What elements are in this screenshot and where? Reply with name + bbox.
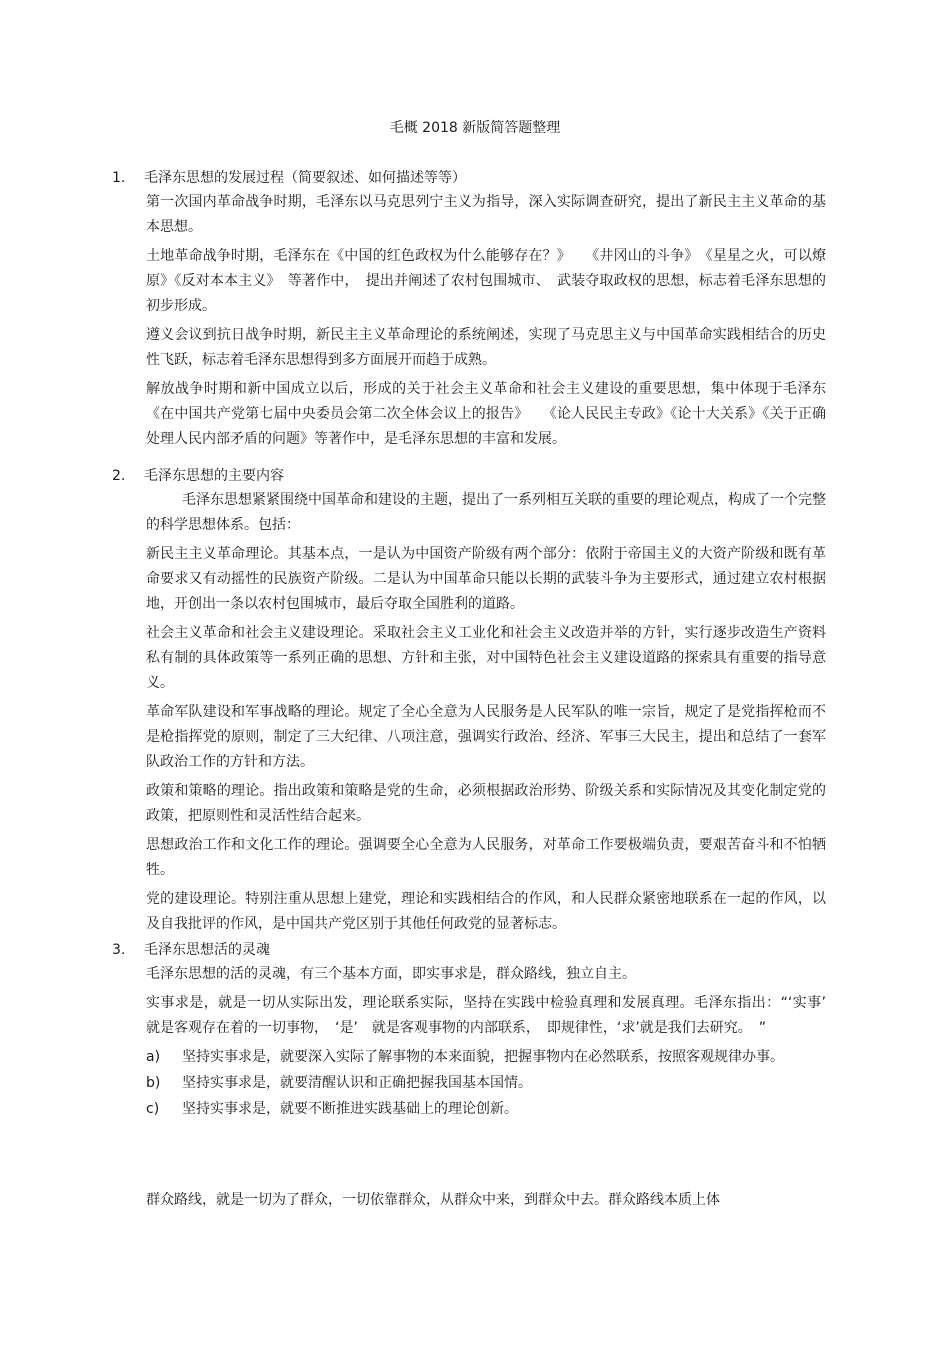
paragraph: 政策和策略的理论。指出政策和策略是党的生命，必须根据政治形势、阶级关系和实际情况及其变化制定党的政策，把原则性和灵活性结合起来。 <box>146 783 826 824</box>
section-intro: 毛泽东思想紧紧围绕中国革命和建设的主题，提出了一系列相互关联的重要的理论观点，构成了一个完整的科学思想体系。包括： <box>146 492 826 533</box>
paragraph: 第一次国内革命战争时期，毛泽东以马克思列宁主义为指导，深入实际调查研究，提出了新民主主义革命的基本思想。 <box>146 194 826 235</box>
section-title: 毛泽东思想的发展过程（简要叙述、如何描述等等） <box>144 170 466 186</box>
paragraph: 革命军队建设和军事战略的理论。规定了全心全意为人民服务是人民军队的唯一宗旨，规定了是党指挥枪而不是枪指挥党的原则，制定了三大纪律、八项注意，强调实行政治、经济、军事三大民主，提出和总结了一套军队政治工作的方针和方法。 <box>146 704 826 770</box>
paragraph: 思想政治工作和文化工作的理论。强调要全心全意为人民服务，对革命工作要极端负责，要艰苦奋斗和不怕牺牲。 <box>146 837 826 878</box>
section-intro: 毛泽东思想的活的灵魂，有三个基本方面，即实事求是，群众路线，独立自主。 <box>146 966 636 982</box>
paragraph: 实事求是，就是一切从实际出发，理论联系实际，坚持在实践中检验真理和发展真理。毛泽东指出：“‘实事’ 就是客观存在着的一切事物， ‘是’ 就是客观事物的内部联系， 即规律性，‘求’就是我们去研究。 ” <box>146 995 840 1036</box>
paragraph: 解放战争时期和新中国成立以后，形成的关于社会主义革命和社会主义建设的重要思想，集中体现于毛泽东《在中国共产党第七届中央委员会第二次全体会议上的报告》 《论人民民主专政》《论十大关系》《关于正确处理人民内部矛盾的问题》等著作中，是毛泽东思想的丰富和发展。 <box>146 381 826 447</box>
list-marker: a) <box>146 1049 161 1065</box>
list-marker: c) <box>146 1101 160 1117</box>
trailing-paragraph: 群众路线，就是一切为了群众，一切依靠群众，从群众中来，到群众中去。群众路线本质上体 <box>146 1192 720 1208</box>
section-title: 毛泽东思想活的灵魂 <box>144 942 270 958</box>
section-number: 1. <box>112 170 126 186</box>
section-3 <box>112 940 840 1123</box>
list-text: 坚持实事求是，就要不断推进实践基础上的理论创新。 <box>182 1101 518 1117</box>
list-text: 坚持实事求是，就要深入实际了解事物的本来面貌，把握事物内在必然联系，按照客观规律办事。 <box>182 1049 784 1065</box>
section-number: 3. <box>112 942 126 958</box>
paragraph: 土地革命战争时期，毛泽东在《中国的红色政权为什么能够存在？》 《井冈山的斗争》 《星星之火，可以燎原》《反对本本主义》 等著作中， 提出并阐述了农村包围城市、 武装夺取政权的思想，标志着毛泽东思想的初步形成。 <box>146 248 826 314</box>
document-title: 毛概 2018 新版简答题整理 <box>389 120 561 136</box>
section-heading <box>112 466 832 488</box>
section-title: 毛泽东思想的主要内容 <box>144 468 284 484</box>
paragraph: 遵义会议到抗日战争时期，新民主主义革命理论的系统阐述，实现了马克思主义与中国革命实践相结合的历史性飞跃，标志着毛泽东思想得到多方面展开而趋于成熟。 <box>146 327 826 368</box>
paragraph: 党的建设理论。特别注重从思想上建党，理论和实践相结合的作风，和人民群众紧密地联系在一起的作风，以及自我批评的作风，是中国共产党区别于其他任何政党的显著标志。 <box>146 891 826 932</box>
section-number: 2. <box>112 468 126 484</box>
section-heading <box>112 940 832 962</box>
section-2 <box>112 466 832 941</box>
list-text: 坚持实事求是，就要清醒认识和正确把握我国基本国情。 <box>182 1075 532 1091</box>
paragraph: 新民主主义革命理论。其基本点，一是认为中国资产阶级有两个部分：依附于帝国主义的大资产阶级和既有革命要求又有动摇性的民族资产阶级。二是认为中国革命只能以长期的武装斗争为主要形式，通过建立农村根据地，开创出一条以农村包围城市，最后夺取全国胜利的道路。 <box>146 546 826 612</box>
list-item <box>146 1045 826 1069</box>
list-item <box>146 1071 826 1095</box>
section-1 <box>112 168 832 456</box>
paragraph: 社会主义革命和社会主义建设理论。采取社会主义工业化和社会主义改造并举的方针，实行逐步改造生产资料私有制的具体政策等一系列正确的思想、方针和主张，对中国特色社会主义建设道路的探索具有重要的指导意义。 <box>146 625 826 691</box>
list-item <box>146 1097 826 1121</box>
list-marker: b) <box>146 1075 161 1091</box>
section-heading <box>112 168 832 190</box>
